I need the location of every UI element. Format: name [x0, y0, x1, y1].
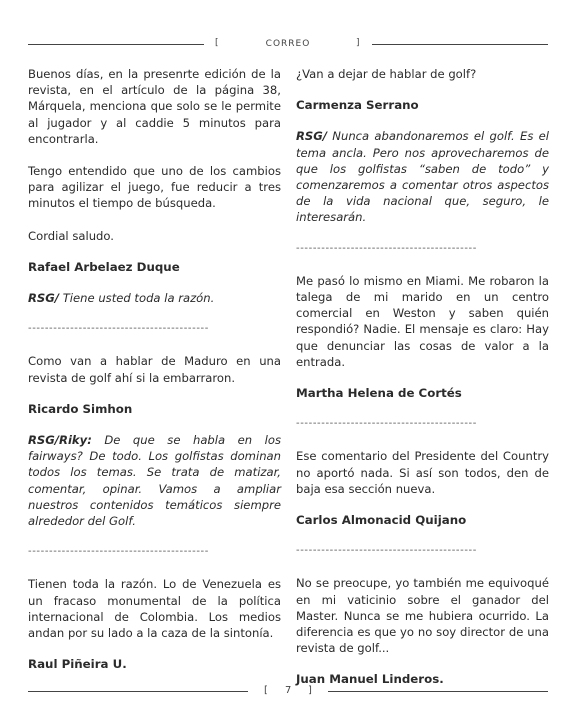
letter-body: Me pasó lo mismo en Miami. Me robaron la talega de mi marido en un centro comercial en Weston y saben quién respondió? Nadie. El mensaje es claro: Hay que denunciar las cosas de valor a la entrada. [296, 273, 549, 369]
footer-rule-left [28, 691, 248, 692]
letter-signature: Juan Manuel Linderos. [296, 672, 444, 687]
editor-reply [28, 432, 281, 529]
page-header [28, 38, 548, 52]
header-bracket-left: [ [215, 38, 219, 48]
letter-body: No se preocupe, yo también me equivoqué en mi vaticinio sobre el ganador del Master. Nunca se me hubiera ocurrido. La diferencia es que yo no soy director de una revista de golf... [296, 576, 549, 656]
letter-signature: Carlos Almonacid Quijano [296, 513, 467, 528]
letter-separator: ------------------------------------------- [296, 545, 477, 557]
right-column [296, 66, 549, 688]
page-number: 7 [285, 685, 292, 696]
editor-reply [296, 128, 549, 225]
letter-separator: ------------------------------------------- [28, 323, 209, 335]
left-column [28, 66, 281, 672]
header-bracket-right: ] [356, 38, 360, 48]
letter-signature: Rafael Arbelaez Duque [28, 259, 180, 274]
footer-rule-right [328, 691, 548, 692]
letter-body: Buenos días, en la presenrte edición de la revista, en el artículo de la página 38, Márquela, menciona que solo se le permite al jugador y al caddie 5 minutos para encontrarla. [28, 67, 281, 146]
letter-signature: Ricardo Simhon [28, 401, 133, 416]
letter-signature: Raul Piñeira U. [28, 657, 127, 672]
section-title: CORREO [265, 39, 311, 49]
letter-body: Tengo entendido que uno de los cambios para agilizar el juego, fue reducir a tres minutos el tiempo de búsqueda. [28, 164, 281, 211]
letter-body: ¿Van a dejar de hablar de golf? [296, 67, 477, 81]
reply-tag: RSG/Riky: [28, 433, 92, 448]
footer-bracket-right: ] [308, 685, 312, 696]
letter-separator: ------------------------------------------- [296, 418, 477, 430]
letter-signature: Martha Helena de Cortés [296, 386, 462, 401]
header-rule-right [372, 44, 548, 45]
letter-separator: ------------------------------------------- [296, 242, 477, 254]
reply-text: Tiene usted toda la razón. [59, 291, 215, 306]
letter-body: Como van a hablar de Maduro en una revista de golf ahí si la embarraron. [28, 354, 281, 385]
letter-closing: Cordial saludo. [28, 228, 114, 243]
page-footer [28, 685, 548, 699]
reply-tag: RSG/ [296, 129, 328, 144]
reply-text: De que se habla en los fairways? De todo. Los golfistas dominan todos los temas. Se trata de matizar, comentar, opinar. Vamos a ampliar nuestros contenidos temáticos siempre alrededor del Golf. [28, 433, 281, 529]
letter-separator: ------------------------------------------- [28, 546, 209, 558]
reply-tag: RSG/ [28, 291, 60, 306]
editor-reply [28, 290, 281, 306]
letter-signature: Carmenza Serrano [296, 98, 419, 113]
letter-body: Ese comentario del Presidente del Country no aportó nada. Si así son todos, den de baja esa sección nueva. [296, 449, 549, 496]
reply-text: Nunca abandonaremos el golf. Es el tema ancla. Pero nos aprovecharemos de que los golfistas “saben de todo” y comenzaremos a comentar otros aspectos de la vida nacional que, seguro, le interesarán. [296, 129, 549, 225]
letter-body: Tienen toda la razón. Lo de Venezuela es un fracaso monumental de la política internacional de Colombia. Los medios andan por su lado a la caza de la sintonía. [28, 577, 281, 641]
footer-bracket-left: [ [264, 685, 268, 696]
